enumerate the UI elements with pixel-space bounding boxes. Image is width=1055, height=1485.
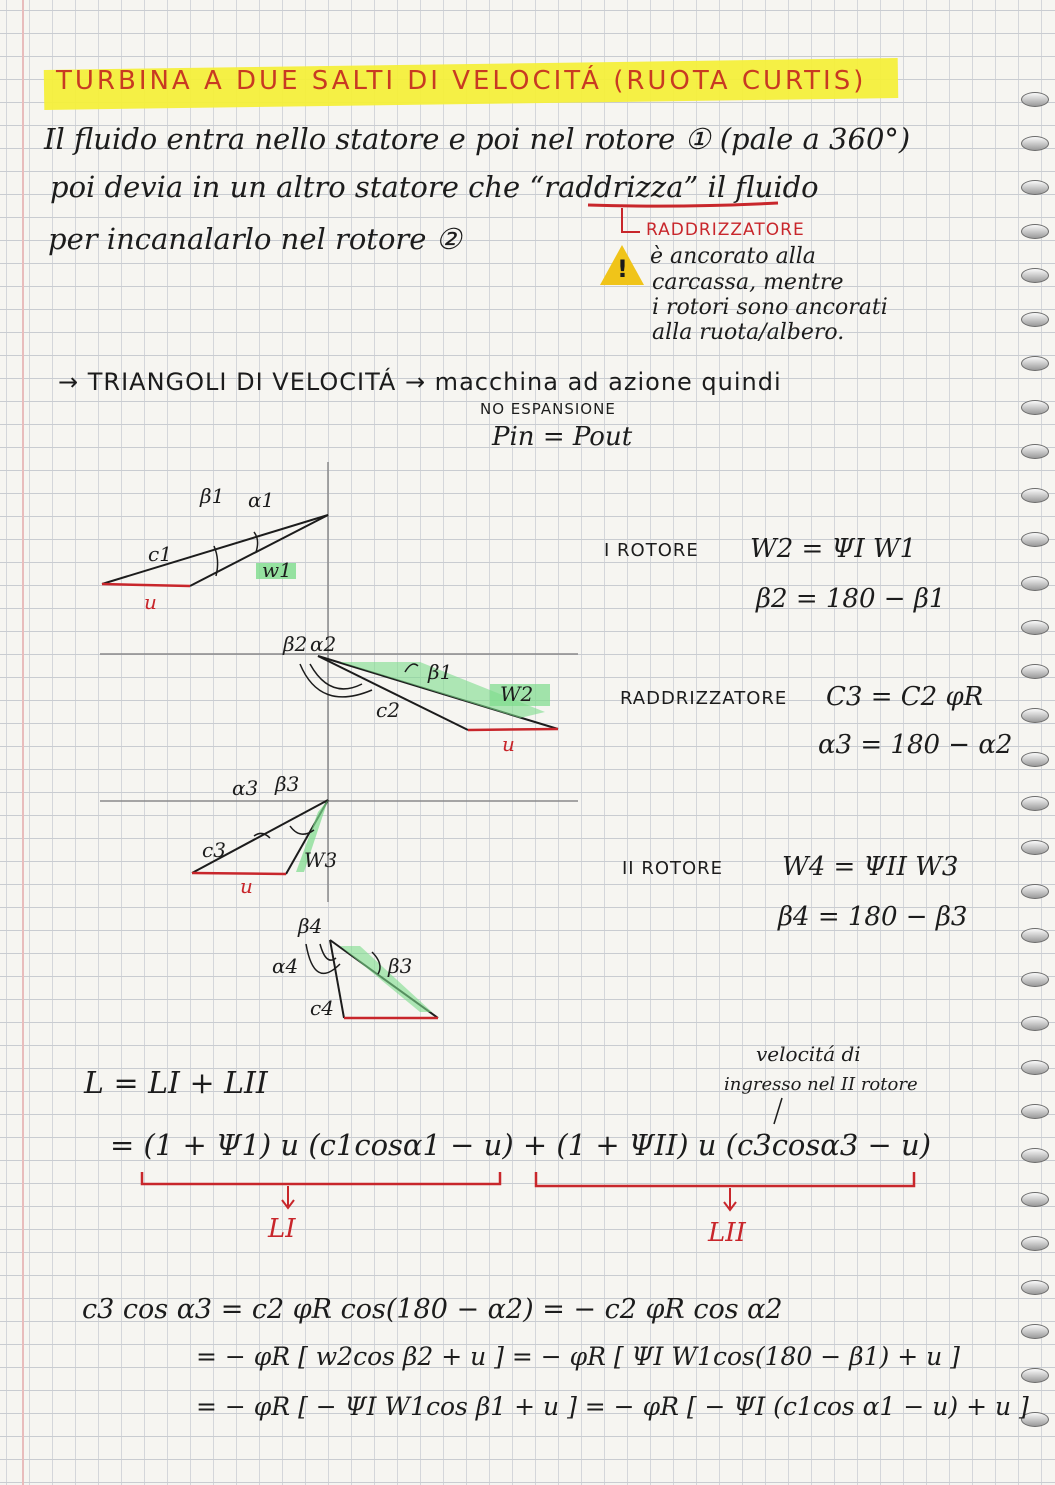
note-line-1: è ancorato alla bbox=[650, 244, 816, 269]
label-beta1: β1 bbox=[200, 484, 225, 508]
label-c3: c3 bbox=[202, 838, 226, 862]
rotore2-eq2: β4 = 180 − β3 bbox=[778, 902, 968, 932]
intro-line-1: Il fluido entra nello statore e poi nel rotore ① (pale a 360°) bbox=[44, 122, 911, 156]
intro-line-2: poi devia in un altro statore che “raddrizza” il fluido bbox=[50, 170, 819, 204]
work-LII: LII bbox=[708, 1218, 746, 1248]
intro-line-3: per incanalarlo nel rotore ② bbox=[48, 222, 462, 256]
no-espansione-label: NO ESPANSIONE bbox=[480, 400, 616, 418]
label-beta2: β2 bbox=[283, 632, 308, 656]
velocita-note-1: velocitá di bbox=[756, 1042, 861, 1066]
rotore1-label: I ROTORE bbox=[604, 540, 699, 561]
label-u2: u bbox=[502, 732, 515, 756]
label-beta3: β3 bbox=[275, 772, 300, 796]
label-c2: c2 bbox=[376, 698, 400, 722]
rotore2-eq1: W4 = ΨII W3 bbox=[782, 852, 959, 882]
label-c1: c1 bbox=[148, 542, 172, 566]
derivation-3: = − φR [ − ΨI W1cos β1 + u ] = − φR [ − ΨI (c1cos α1 − u) + u ] bbox=[196, 1392, 1029, 1421]
label-beta4: β4 bbox=[298, 914, 323, 938]
note-line-3: i rotori sono ancorati bbox=[652, 295, 888, 320]
label-w1: w1 bbox=[262, 558, 292, 582]
work-eq-1: L = LI + LII bbox=[84, 1066, 268, 1101]
rotore1-eq2: β2 = 180 − β1 bbox=[756, 584, 946, 614]
note-line-4: alla ruota/albero. bbox=[652, 320, 845, 345]
derivation-2: = − φR [ w2cos β2 + u ] = − φR [ ΨI W1cos(180 − β1) + u ] bbox=[196, 1342, 960, 1371]
label-u1: u bbox=[144, 590, 157, 614]
derivation-1: c3 cos α3 = c2 φR cos(180 − α2) = − c2 φR cos α2 bbox=[82, 1294, 783, 1325]
label-alpha4: α4 bbox=[272, 954, 299, 978]
label-alpha1: α1 bbox=[248, 488, 275, 512]
pressure-equation: Pin = Pout bbox=[492, 422, 633, 452]
work-eq-2: = (1 + Ψ1) u (c1cosα1 − u) + (1 + ΨII) u (c3cosα3 − u) bbox=[110, 1128, 932, 1162]
label-alpha2: α2 bbox=[310, 632, 337, 656]
page-title: TURBINA A DUE SALTI DI VELOCITÁ (RUOTA CURTIS) bbox=[56, 66, 867, 96]
velocita-note-2: ingresso nel II rotore bbox=[724, 1074, 918, 1095]
raddrizzatore-label: RADDRIZZATORE bbox=[646, 220, 805, 240]
label-w2: W2 bbox=[500, 682, 534, 706]
label-beta1-b: β1 bbox=[428, 660, 453, 684]
raddrizzatore-eq1: C3 = C2 φR bbox=[826, 682, 984, 712]
warning-mark: ! bbox=[617, 255, 628, 283]
raddrizzatore-eq2: α3 = 180 − α2 bbox=[818, 730, 1013, 760]
rotore1-eq1: W2 = ΨI W1 bbox=[750, 534, 917, 564]
label-c4: c4 bbox=[310, 996, 334, 1020]
note-line-2: carcassa, mentre bbox=[652, 270, 844, 295]
label-beta3-b: β3 bbox=[388, 954, 413, 978]
label-w3: W3 bbox=[304, 848, 338, 872]
raddrizzatore-eq-label: RADDRIZZATORE bbox=[620, 688, 788, 709]
label-alpha3: α3 bbox=[232, 776, 259, 800]
triangoli-heading: → TRIANGOLI DI VELOCITÁ → macchina ad azione quindi bbox=[58, 368, 782, 396]
rotore2-label: II ROTORE bbox=[622, 858, 724, 879]
work-LI: LI bbox=[268, 1214, 296, 1244]
label-u3: u bbox=[240, 874, 253, 898]
